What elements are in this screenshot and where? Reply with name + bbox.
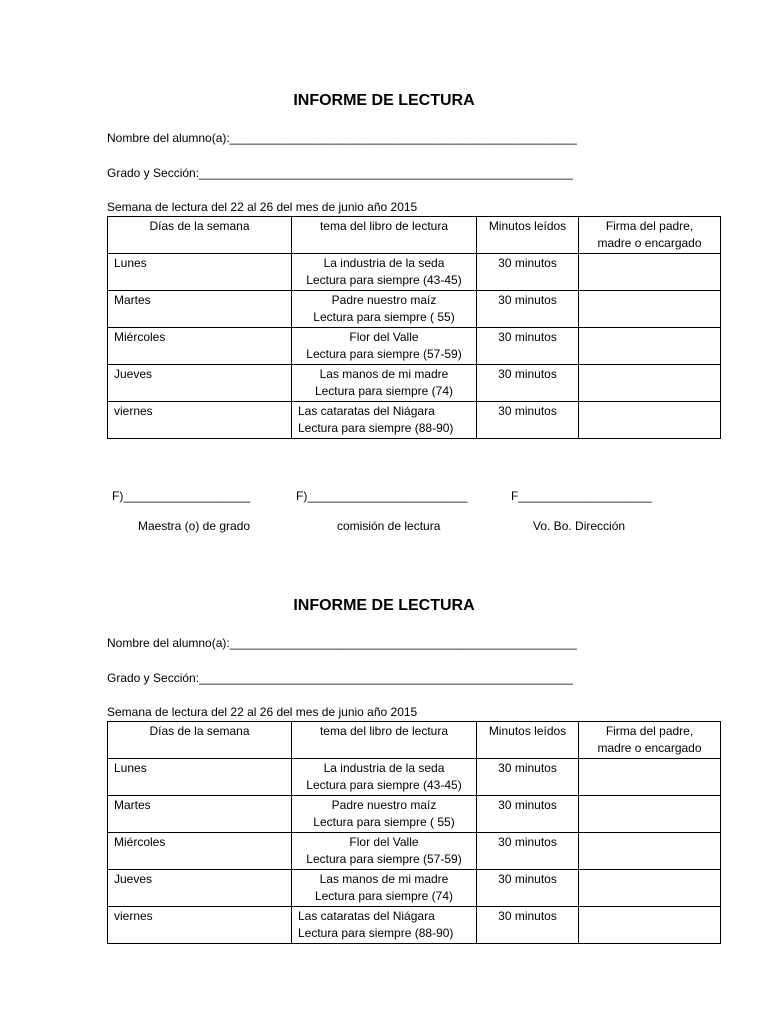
table-row bbox=[108, 833, 721, 870]
header-signature bbox=[579, 217, 721, 254]
teacher-signature-label: Maestra (o) de grado bbox=[138, 519, 251, 533]
signature-cell bbox=[579, 870, 721, 907]
topic-title: Padre nuestro maíz bbox=[331, 293, 437, 307]
minutes-cell: 30 minutos bbox=[477, 833, 579, 870]
signature-cell bbox=[579, 402, 721, 439]
table-row bbox=[108, 759, 721, 796]
signature-cell bbox=[579, 254, 721, 291]
direction-signature-label: Vo. Bo. Dirección bbox=[533, 519, 626, 533]
header-minutes: Minutos leídos bbox=[477, 722, 579, 759]
topic-book: Lectura para siempre ( 55) bbox=[313, 310, 455, 324]
header-topic: tema del libro de lectura bbox=[292, 217, 477, 254]
signature-cell bbox=[579, 759, 721, 796]
grade-section-line: Grado y Sección:________________________________________________________ bbox=[107, 671, 573, 685]
report-title: INFORME DE LECTURA bbox=[293, 92, 475, 109]
topic-book: Lectura para siempre (43-45) bbox=[306, 273, 462, 287]
topic-book: Lectura para siempre (88-90) bbox=[298, 421, 454, 435]
direction-signature-line: F____________________ bbox=[511, 489, 652, 503]
table-header-row bbox=[108, 722, 721, 759]
table-row bbox=[108, 870, 721, 907]
signature-cell bbox=[579, 796, 721, 833]
topic-cell bbox=[292, 402, 477, 439]
minutes-cell: 30 minutos bbox=[477, 291, 579, 328]
day-cell: Miércoles bbox=[108, 833, 292, 870]
day-cell: viernes bbox=[108, 402, 292, 439]
table-row bbox=[108, 254, 721, 291]
topic-cell bbox=[292, 833, 477, 870]
committee-signature-label: comisión de lectura bbox=[337, 519, 441, 533]
topic-cell bbox=[292, 907, 477, 944]
report-title: INFORME DE LECTURA bbox=[293, 597, 475, 614]
topic-book: Lectura para siempre (43-45) bbox=[306, 778, 462, 792]
topic-book: Lectura para siempre (57-59) bbox=[306, 852, 462, 866]
minutes-cell: 30 minutos bbox=[477, 402, 579, 439]
topic-title: Las manos de mi madre bbox=[319, 872, 449, 886]
signature-cell bbox=[579, 907, 721, 944]
topic-book: Lectura para siempre (88-90) bbox=[298, 926, 454, 940]
topic-cell bbox=[292, 870, 477, 907]
table-row bbox=[108, 291, 721, 328]
table-row bbox=[108, 907, 721, 944]
signature-cell bbox=[579, 365, 721, 402]
header-days: Días de la semana bbox=[108, 217, 292, 254]
header-days: Días de la semana bbox=[108, 722, 292, 759]
topic-book: Lectura para siempre (57-59) bbox=[306, 347, 462, 361]
committee-signature-line: F)________________________ bbox=[296, 489, 468, 503]
minutes-cell: 30 minutos bbox=[477, 365, 579, 402]
topic-title: Las cataratas del Niágara bbox=[298, 909, 435, 923]
header-signature bbox=[579, 722, 721, 759]
reading-week-line: Semana de lectura del 22 al 26 del mes de junio año 2015 bbox=[107, 705, 418, 719]
header-signature-line1: Firma del padre, bbox=[605, 724, 694, 738]
table-row bbox=[108, 796, 721, 833]
topic-cell bbox=[292, 254, 477, 291]
teacher-signature-line: F)___________________ bbox=[112, 489, 251, 503]
signature-cell bbox=[579, 328, 721, 365]
topic-cell bbox=[292, 796, 477, 833]
header-signature-line2: madre o encargado bbox=[597, 236, 702, 250]
header-minutes: Minutos leídos bbox=[477, 217, 579, 254]
day-cell: Martes bbox=[108, 291, 292, 328]
day-cell: Jueves bbox=[108, 365, 292, 402]
day-cell: viernes bbox=[108, 907, 292, 944]
signature-cell bbox=[579, 833, 721, 870]
topic-cell bbox=[292, 365, 477, 402]
topic-book: Lectura para siempre (74) bbox=[314, 889, 454, 903]
day-cell: Jueves bbox=[108, 870, 292, 907]
table-row bbox=[108, 402, 721, 439]
topic-book: Lectura para siempre (74) bbox=[314, 384, 454, 398]
topic-title: La industria de la seda bbox=[323, 761, 445, 775]
table-row bbox=[108, 365, 721, 402]
topic-title: Padre nuestro maíz bbox=[331, 798, 437, 812]
topic-title: Las manos de mi madre bbox=[319, 367, 449, 381]
topic-cell bbox=[292, 759, 477, 796]
table-header-row bbox=[108, 217, 721, 254]
student-name-line: Nombre del alumno(a):____________________________________________________ bbox=[107, 636, 577, 650]
minutes-cell: 30 minutos bbox=[477, 796, 579, 833]
day-cell: Miércoles bbox=[108, 328, 292, 365]
topic-title: Flor del Valle bbox=[349, 835, 419, 849]
header-signature-line2: madre o encargado bbox=[597, 741, 702, 755]
minutes-cell: 30 minutos bbox=[477, 907, 579, 944]
grade-section-line: Grado y Sección:________________________________________________________ bbox=[107, 166, 573, 180]
minutes-cell: 30 minutos bbox=[477, 870, 579, 907]
header-signature-line1: Firma del padre, bbox=[605, 219, 694, 233]
day-cell: Martes bbox=[108, 796, 292, 833]
topic-cell bbox=[292, 328, 477, 365]
table-row bbox=[108, 328, 721, 365]
reading-week-line: Semana de lectura del 22 al 26 del mes de junio año 2015 bbox=[107, 200, 418, 214]
signature-cell bbox=[579, 291, 721, 328]
topic-cell bbox=[292, 291, 477, 328]
minutes-cell: 30 minutos bbox=[477, 254, 579, 291]
reading-log-table bbox=[107, 216, 721, 439]
topic-title: Flor del Valle bbox=[349, 330, 419, 344]
student-name-line: Nombre del alumno(a):____________________________________________________ bbox=[107, 131, 577, 145]
minutes-cell: 30 minutos bbox=[477, 328, 579, 365]
day-cell: Lunes bbox=[108, 254, 292, 291]
topic-book: Lectura para siempre ( 55) bbox=[313, 815, 455, 829]
topic-title: Las cataratas del Niágara bbox=[298, 404, 435, 418]
minutes-cell: 30 minutos bbox=[477, 759, 579, 796]
reading-log-table bbox=[107, 721, 721, 944]
day-cell: Lunes bbox=[108, 759, 292, 796]
topic-title: La industria de la seda bbox=[323, 256, 445, 270]
header-topic: tema del libro de lectura bbox=[292, 722, 477, 759]
